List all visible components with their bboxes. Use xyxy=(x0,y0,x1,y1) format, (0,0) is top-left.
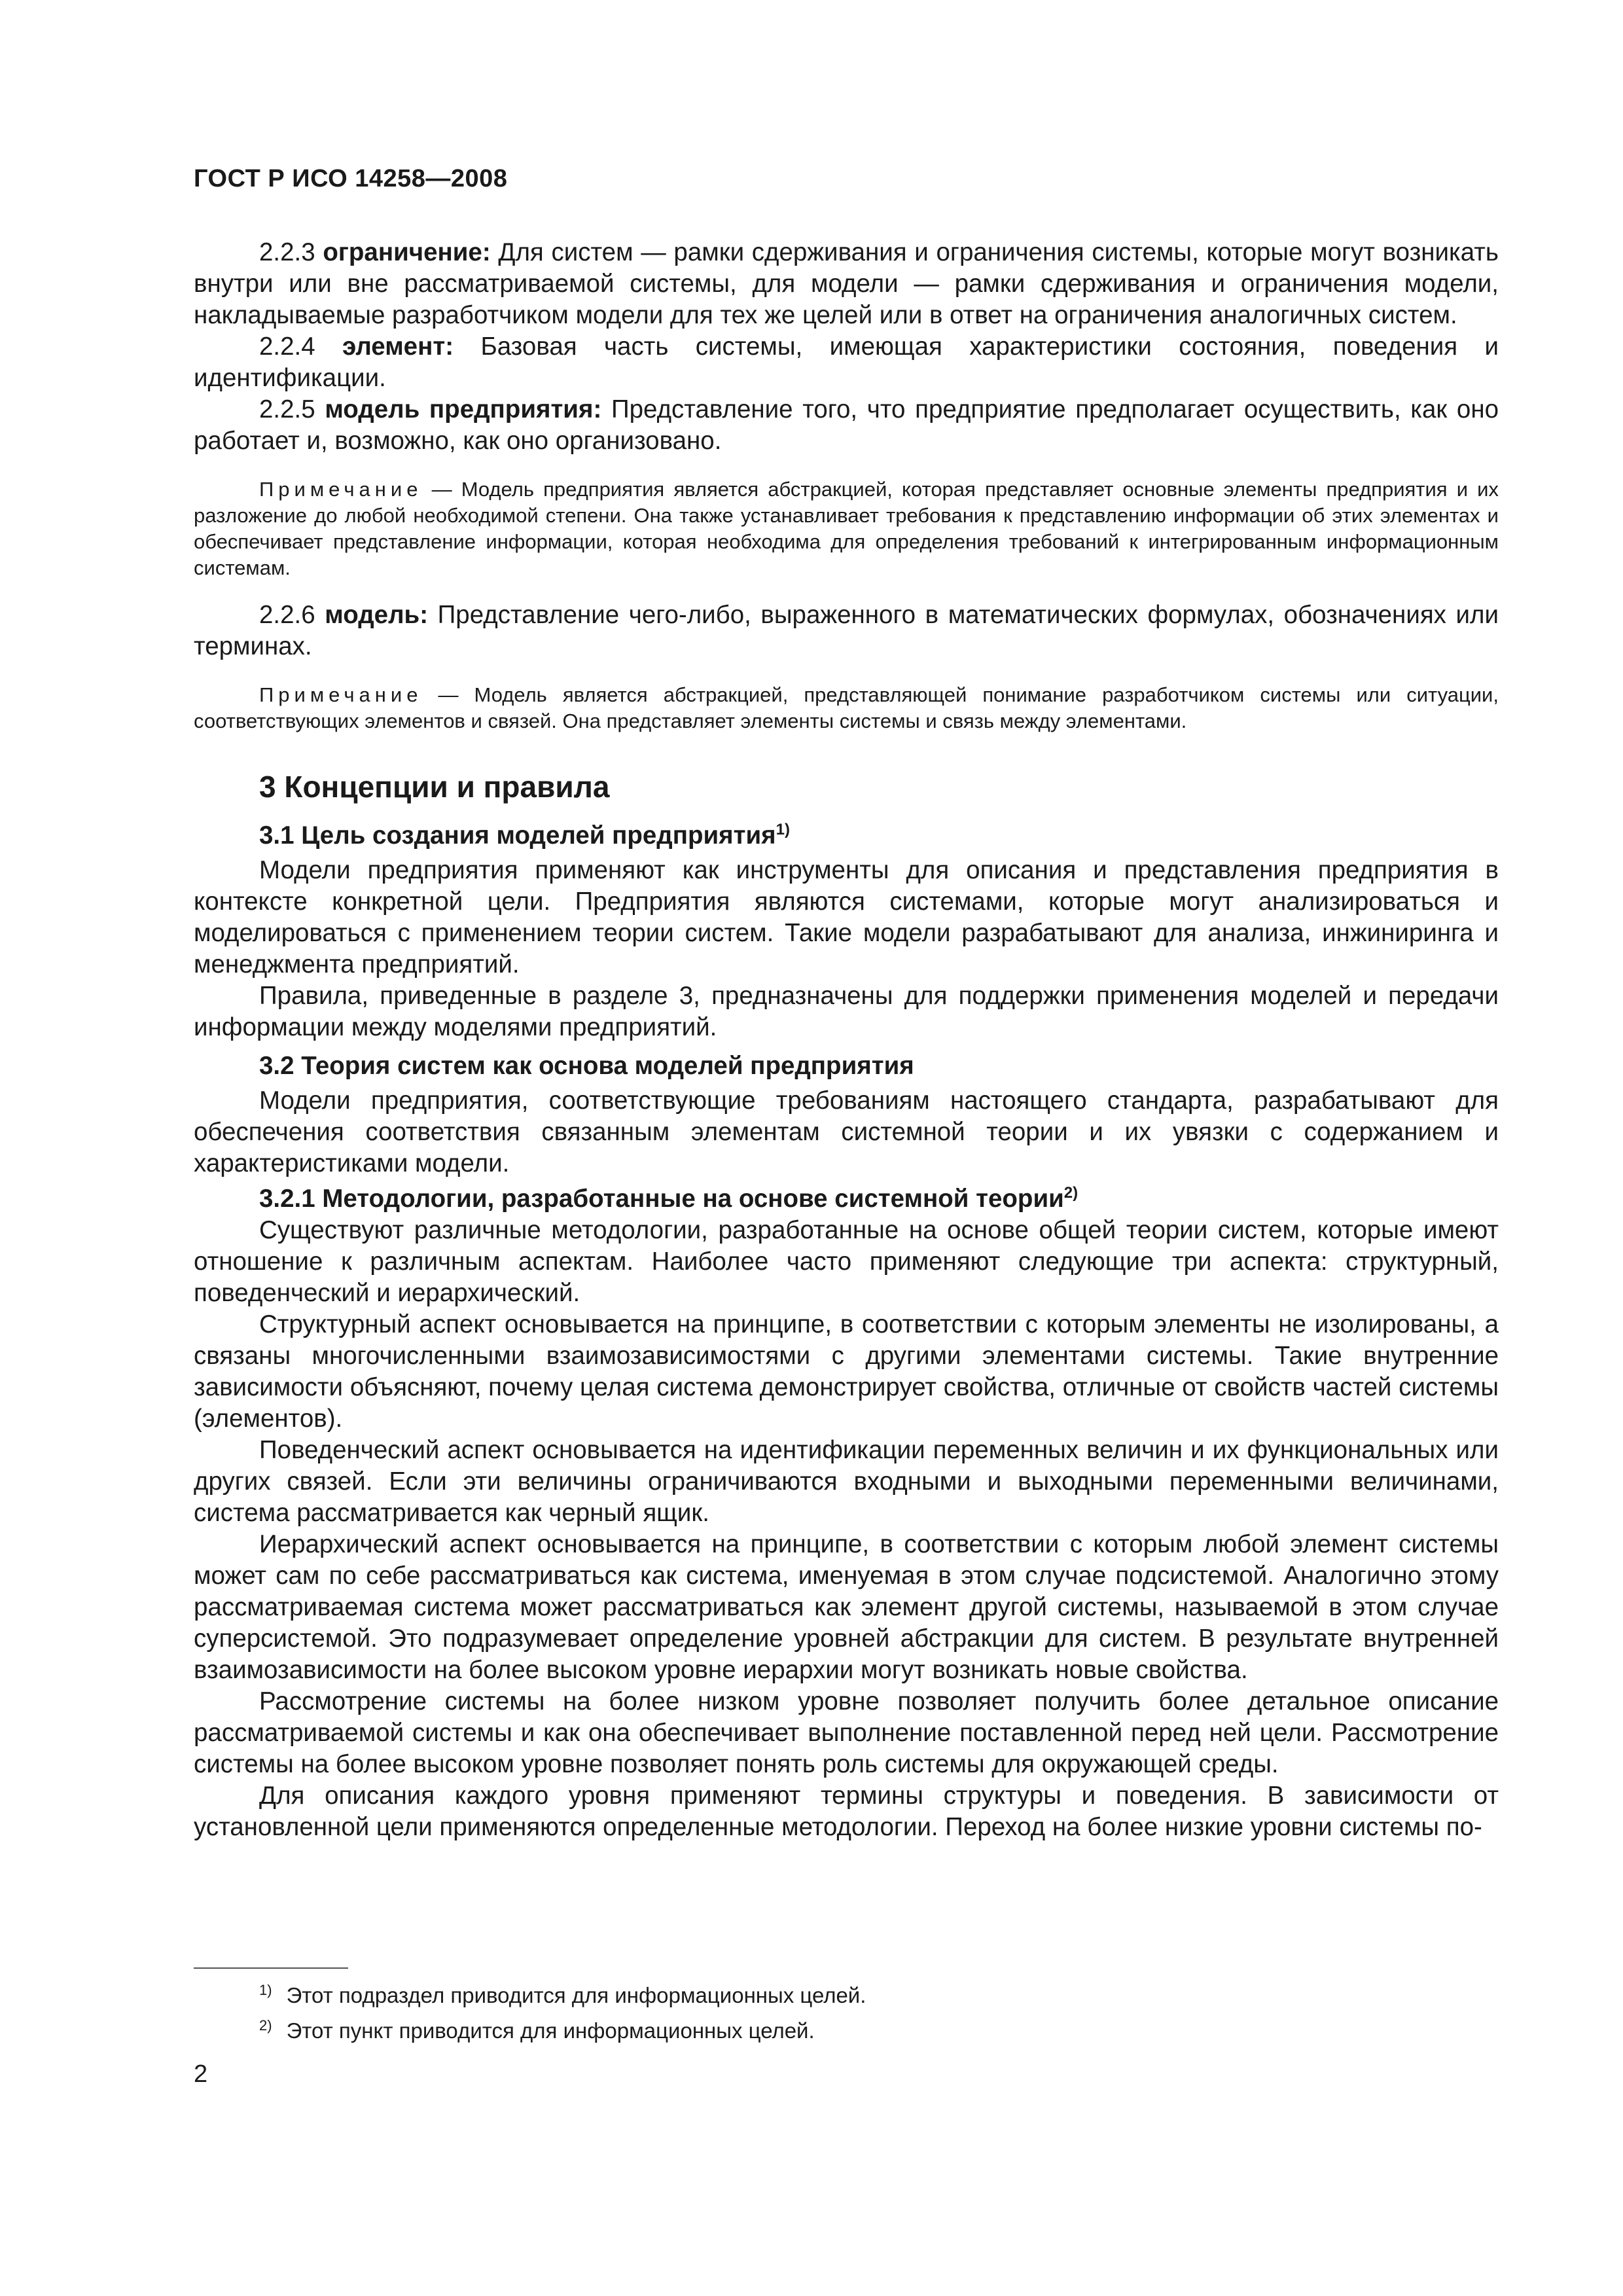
note-label: Примечание xyxy=(259,683,423,706)
clause-text: Представление того, что предприятие предполагает осуществить, как оно работает и, возможно, как оно организовано. xyxy=(194,395,1499,455)
clause-term: элемент: xyxy=(342,332,454,361)
paragraph: Для описания каждого уровня применяют термины структуры и поведения. В зависимости от установленной цели применяются определенные методологии. Переход на более низкие уровни системы по- xyxy=(194,1782,1499,1841)
paragraph: Правила, приведенные в разделе 3, предназначены для поддержки применения моделей и передачи информации между моделями предприятий. xyxy=(194,982,1499,1041)
clause-number: 2.2.5 xyxy=(259,395,315,423)
paragraph: Существуют различные методологии, разработанные на основе общей теории систем, которые имеют отношение к различным аспектам. Наиболее часто применяют следующие три аспекта: структурный, поведенческий и иерархический. xyxy=(194,1216,1499,1307)
paragraph: Рассмотрение системы на более низком уровне позволяет получить более детальное описание рассматриваемой системы и как она обеспечивает выполнение поставленной перед ней цели. Рассмотрение системы на более высоком уровне позволяет понять роль системы для окружающей среды. xyxy=(194,1687,1499,1778)
document-body xyxy=(194,237,1499,1843)
clause-text: Базовая часть системы, имеющая характеристики состояния, поведения и идентификации. xyxy=(194,332,1499,392)
clause-number: 2.2.6 xyxy=(259,601,315,629)
section-3-2-title: 3.2 Теория систем как основа моделей предприятия xyxy=(259,1052,914,1080)
page-number: 2 xyxy=(194,2060,208,2088)
heading-text: 3.1 Цель создания моделей предприятия xyxy=(259,821,776,850)
note-text: — Модель является абстракцией, представляющей понимание разработчиком системы или ситуации, соответствующих элементов и связей. Она представляет элементы системы и связь между элементами. xyxy=(194,683,1499,732)
clause-2-2-3 xyxy=(194,237,1499,331)
note-label: Примечание xyxy=(259,478,423,501)
footnote-text: Этот подраздел приводится для информационных целей. xyxy=(286,1983,866,2007)
paragraph: Иерархический аспект основывается на принципе, в соответствии с которым любой элемент системы может сам по себе рассматриваться как система, именуемая в этом случае подсистемой. Аналогично этому рассматриваемая система может рассматриваться как элемент другой системы, называемой в этом случае суперсистемой. Это подразумевает определение уровней абстракции для систем. В результате внутренней взаимозависимости на более высоком уровне иерархии могут возникать новые свойства. xyxy=(194,1530,1499,1684)
section-3-2-1-title xyxy=(259,1183,1499,1215)
paragraph: Модели предприятия применяют как инструменты для описания и представления предприятия в контексте конкретной цели. Предприятия являются системами, которые могут анализироваться и моделироваться с применением теории систем. Такие модели разрабатывают для анализа, инжиниринга и менеджмента предприятий. xyxy=(194,856,1499,978)
document-header: ГОСТ Р ИСО 14258—2008 xyxy=(194,165,508,192)
footnote-ref: 2) xyxy=(1063,1184,1079,1202)
paragraph: Модели предприятия, соответствующие требованиям настоящего стандарта, разрабатывают для обеспечения соответствия связанным элементам системной теории и их увязки с содержанием и характеристиками модели. xyxy=(194,1086,1499,1177)
footnote-mark: 2) xyxy=(259,2017,272,2034)
footnote-ref: 1) xyxy=(776,821,790,839)
paragraph: Структурный аспект основывается на принципе, в соответствии с которым элементы не изолированы, а связаны многочисленными взаимозависимостями с другими элементами системы. Такие внутренние зависимости объясняют, почему целая система демонстрирует свойства, отличные от свойств частей системы (элементов). xyxy=(194,1310,1499,1433)
note-text: — Модель предприятия является абстракцией, которая представляет основные элементы предприятия и их разложение до любой необходимой степени. Она также устанавливает требования к представлению информации об этих элементах и обеспечивает представление информации, которая необходима для определения требований к интегрированным информационным системам. xyxy=(194,478,1499,579)
clause-2-2-5 xyxy=(194,394,1499,457)
footnote-divider xyxy=(194,1967,348,1969)
clause-number: 2.2.3 xyxy=(259,238,315,266)
section-3-title: 3 Концепции и правила xyxy=(259,770,610,804)
clause-number: 2.2.4 xyxy=(259,332,315,361)
clause-term: ограничение: xyxy=(323,238,491,266)
note-2 xyxy=(194,682,1499,734)
footnotes xyxy=(259,1975,1437,2046)
section-3-1-title xyxy=(259,819,1499,852)
clause-text: Для систем — рамки сдерживания и ограничения системы, которые могут возникать внутри или вне рассматриваемой системы, для модели — рамки сдерживания и ограничения модели, накладываемые разработчиком модели для тех же целей или в ответ на ограничения аналогичных систем. xyxy=(194,238,1499,329)
clause-term: модель предприятия: xyxy=(325,395,602,423)
footnote-2 xyxy=(259,2011,1437,2046)
clause-2-2-4 xyxy=(194,331,1499,394)
footnote-1 xyxy=(259,1975,1437,2011)
note-1 xyxy=(194,476,1499,581)
footnote-text: Этот пункт приводится для информационных целей. xyxy=(286,2018,815,2043)
clause-term: модель: xyxy=(325,601,429,629)
heading-text: 3.2.1 Методологии, разработанные на основе системной теории xyxy=(259,1185,1064,1213)
clause-2-2-6 xyxy=(194,600,1499,662)
footnote-mark: 1) xyxy=(259,1982,272,1998)
clause-text: Представление чего-либо, выраженного в математических формулах, обозначениях или терминах. xyxy=(194,601,1499,660)
paragraph: Поведенческий аспект основывается на идентификации переменных величин и их функциональных или других связей. Если эти величины ограничиваются входными и выходными переменными величинами, система рассматривается как черный ящик. xyxy=(194,1436,1499,1527)
